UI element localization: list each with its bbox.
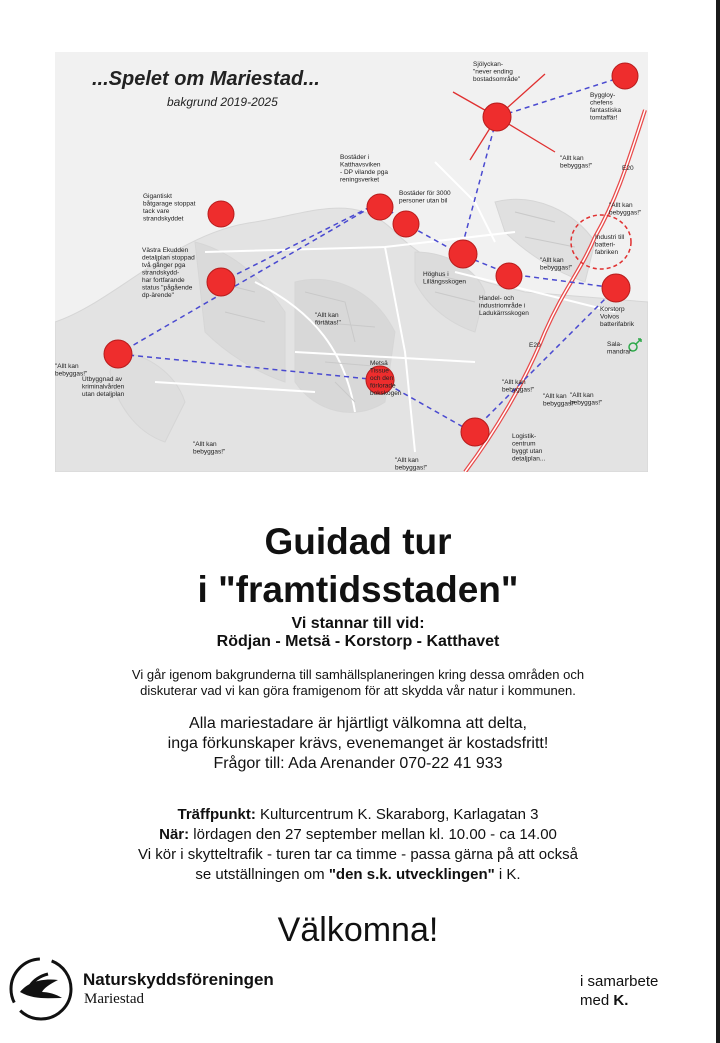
event-time [0,825,716,844]
annot-salamandrar: Sala-mandrar [607,341,632,356]
collab-line-1: i samarbete [580,973,659,990]
meeting-point [0,805,716,824]
road-label-e20-south: E20 [529,342,541,349]
marker-ladukarrsskogen [496,263,522,289]
annot-ladukarrsskogen: Handel- och industriområde i Ladukärrsskogen [479,295,529,317]
annot-korstorp: Korstorp Volvos batterifabrik [600,306,634,328]
quote-2: "Allt kan bebyggas!" [609,202,642,217]
road-label-e20-north: E20 [622,165,634,172]
exhibition-info [0,865,716,884]
annot-kriminalvarden: Utbyggnad av kriminalvården utan detaljplan [82,376,125,398]
intro-line-1: Vi går igenom bakgrunderna till samhällsplaneringen kring dessa områden och [131,667,585,682]
event-time-label: När: [159,826,190,843]
naturskyddsforeningen-logo [8,956,74,1022]
annot-ekudden: Västra Ekudden detaljplan stoppad två gånger pga strandskydd-har fortfarande status "pågående dp-ärende" [142,247,195,299]
invite-line-2: inga förkunskaper krävs, evenemanget är kostadsfritt! [167,735,549,752]
annot-bygglov: Byggloy-chefens fantastiska tomtaffär! [590,92,622,122]
invite-contact: Frågor till: Ada Arenander 070-22 41 933 [213,755,503,772]
collab-pre: med [580,992,614,1009]
quote-1: "Allt kan bebyggas!" [560,155,593,170]
exhibition-pre: se utställningen om [195,866,329,883]
quote-9: "Allt kan bebyggas!" [193,441,226,456]
stops-places: Rödjan - Metsä - Korstorp - Katthavet [216,633,500,650]
annot-batterifabriken: Industri till batteri-fabriken [595,234,625,256]
map-svg [55,52,648,472]
marker-korstorp [602,274,630,302]
marker-3000 [393,211,419,237]
collab-line-2 [580,991,658,1010]
welcome-text: Välkomna! [277,911,439,949]
shuttle-info: Vi kör i skytteltrafik - turen tar ca timme - passa gärna på att också [138,846,578,863]
quote-4: "Allt kan förtätas!" [315,312,341,327]
map-title: ...Spelet om Mariestad... [92,68,320,90]
marker-bygglov [612,63,638,89]
annot-batgarage: Gigantiskt båtgarage stoppat tack vare strandskyddet [143,193,196,223]
marker-batgarage [208,201,234,227]
quote-8: "Allt kan bebyggas!" [543,393,576,408]
marker-lillangsskogen [449,240,477,268]
headline-line-2: i "framtidsstaden" [197,569,519,610]
map-subtitle: bakgrund 2019-2025 [167,95,278,109]
org-name: Naturskyddsföreningen [83,970,274,989]
headline-line-1: Guidad tur [264,521,452,562]
annot-logistik: Logistik-centrum byggt utan detaljplan... [512,433,546,463]
quote-7: "Allt kan bebyggas!" [570,392,603,407]
exhibition-title: "den s.k. utvecklingen" [328,866,495,883]
annot-sjolyckan: Sjölyckan-"never ending bostadsområde" [473,61,521,83]
marker-kriminalvarden [104,340,132,368]
quote-10: "Allt kan bebyggas!" [395,457,428,472]
collaboration [580,972,658,1010]
marker-sjolyckan [483,103,511,131]
annot-3000: Bostäder för 3000 personer utan bil [399,190,451,205]
stops-label: Vi stannar till vid: [291,615,425,632]
page-edge [716,0,720,1043]
map-figure [55,52,648,472]
marker-ekudden [207,268,235,296]
annot-metsa: Metsä Tissue och den förlorade bokskogen [370,360,402,397]
quote-5: "Allt kan bebyggas!" [55,363,88,378]
meeting-point-value: Kulturcentrum K. Skaraborg, Karlagatan 3 [255,806,539,823]
quote-3: "Allt kan bebyggas!" [540,257,573,272]
exhibition-post: i K. [494,866,521,883]
event-time-value: lördagen den 27 september mellan kl. 10.00 - ca 14.00 [189,826,557,843]
collab-partner: K. [613,992,629,1009]
annot-lillangsskogen: Höghus i Lillängsskogen [423,271,467,286]
org-location: Mariestad [84,991,144,1007]
meeting-point-label: Träffpunkt: [177,806,256,823]
annot-katthavsviken: Bostäder i Katthavsviken - DP vilande pga reningsverket [340,154,388,184]
intro-line-2: diskuterar vad vi kan göra framigenom för att skydda vår natur i kommunen. [140,683,576,698]
marker-logistik [461,418,489,446]
marker-katthavsviken [367,194,393,220]
invite-line-1: Alla mariestadare är hjärtligt välkomna att delta, [189,715,527,732]
quote-6: "Allt kan bebyggas!" [502,379,535,394]
